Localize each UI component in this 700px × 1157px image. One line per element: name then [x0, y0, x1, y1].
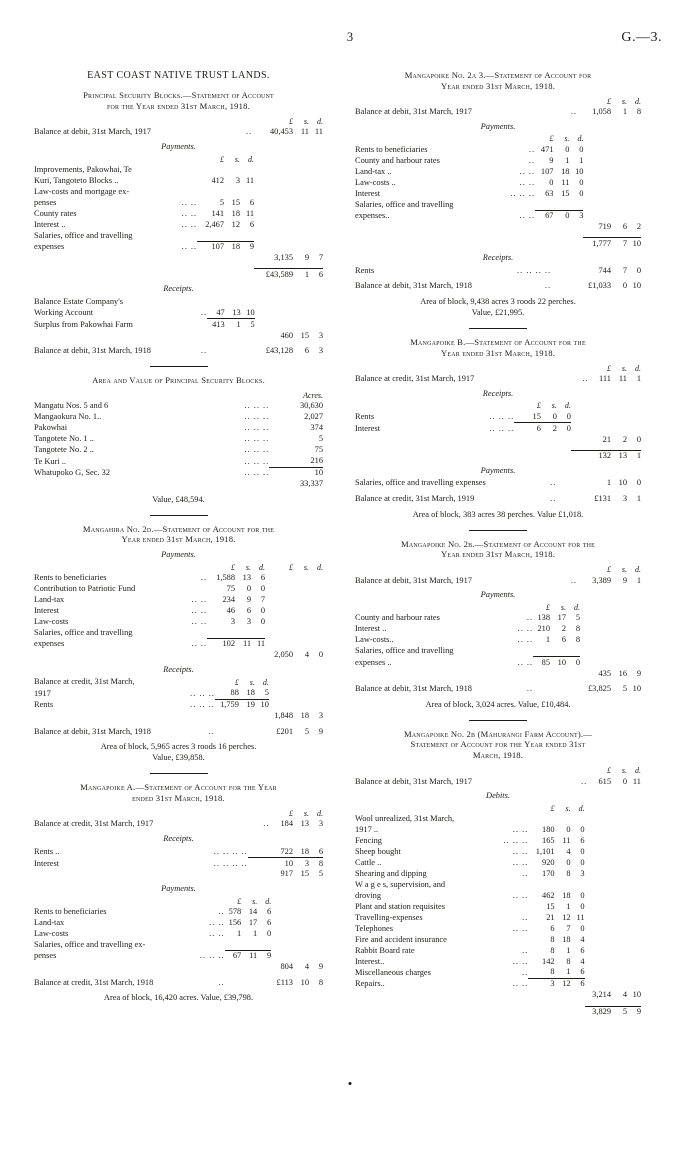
- receipts-label: Receipts.: [163, 833, 194, 843]
- table-row: Contribution to Patriotic Fund 75 0 0: [34, 583, 266, 593]
- receipts-total-row: 1,848 18 3: [274, 711, 323, 721]
- debits-table: [355, 804, 641, 1018]
- table-row: Land-tax .. .. .. 107 18 10: [355, 166, 584, 176]
- table-row: Shearing and dipping .. 170 8 3: [355, 869, 585, 879]
- table-row: Law-costs.. .. .. 1 6 8: [355, 635, 580, 645]
- table-row: Law-costs and mortgage ex-: [34, 186, 130, 196]
- table-row: Plant and station requisites 15 1 0: [355, 901, 585, 911]
- table-row: droving .. .. 462 18 0: [355, 890, 585, 900]
- table-row: Sheep bought .. .. 1,101 4 0: [355, 847, 585, 857]
- section-divider: [150, 515, 208, 516]
- table-row: Rents to beneficiaries .. 1,588 13 6: [34, 573, 266, 582]
- table-row: Working Account .. 47 13 10: [34, 307, 255, 318]
- folio-number: 3: [346, 30, 354, 44]
- account-section-principal-security-blocks: [34, 90, 323, 357]
- account-section-mangapoike-2b-mahurangi: [355, 729, 641, 1018]
- receipts-total-row: 21 2 0: [602, 434, 641, 444]
- table-row: Balance Estate Company's: [34, 296, 123, 306]
- table-row: Law-costs .. .. 1 1 0: [34, 928, 272, 938]
- table-row: Balance at debit, 31st March, 1917 .. 3,389 9 1: [355, 575, 641, 585]
- table-row: County and harbour rates .. 9 1 1: [355, 155, 584, 165]
- closing-balance-row: Balance at credit, 31st March, 1918 .. £113 10 8: [34, 977, 323, 987]
- table-row: Rents .. .. .. 15 0 0: [355, 411, 571, 422]
- debits-label: Debits.: [486, 791, 510, 801]
- table-row: Interest.. .. .. 142 8 4: [355, 956, 585, 966]
- table-row: expenses .. .. .. 85 10 0: [355, 657, 580, 667]
- table-row: Law-costs .. .. 3 3 0: [34, 616, 266, 626]
- table-row: expenses .. .. 102 11 11: [34, 639, 266, 649]
- table-row: Salaries, office and travelling expenses .. 1 10 0: [355, 478, 641, 488]
- account-section-mangapoike-2b: [355, 539, 641, 711]
- table-row: Rents .. .. .. .. .. 722 18 6: [34, 846, 323, 857]
- table-row: W a g e s, supervision, and: [355, 879, 446, 889]
- section-heading: Mangapoike B.—Statement of Account for the Year ended 31st March, 1918.: [410, 336, 586, 358]
- table-row: 1917 .. .. .. 88 18 5: [34, 688, 269, 698]
- currency-column-header: £ s. d.: [607, 565, 641, 575]
- area-note: Area of block, 5,965 acres 3 roods 16 perches. Value, £39,858.: [100, 742, 257, 763]
- table-row: Tangotete No. 1 .. .. .. .. 5: [34, 434, 323, 444]
- section-heading: Mangapoike A.—Statement of Account for the Year ended 31st March, 1918.: [80, 782, 277, 803]
- currency-column-header: £ s. d. £ s. d.: [231, 562, 323, 572]
- account-section-area-and-value: [34, 375, 323, 506]
- grand-total-row: 1,777 7 10: [355, 238, 641, 249]
- table-row: Travelling-expenses .. 21 12 11: [355, 912, 585, 922]
- page-header: [34, 30, 666, 56]
- table-row: Surplus from Pakowhai Farm 413 1 5: [34, 319, 255, 329]
- section-heading: Mangapoike No. 2a 3.—Statement of Account for Year ended 31st March, 1918.: [404, 70, 592, 91]
- payments-total-row: 719 6 2: [598, 221, 641, 231]
- table-row: Balance at credit, 31st March, £ s. d.: [34, 677, 269, 687]
- two-column-body: [34, 70, 666, 1018]
- area-note: Area of block, 3,024 acres. Value, £10,484.: [425, 699, 571, 709]
- table-row: Cattle .. .. .. 920 0 0: [355, 858, 585, 868]
- payments-table: [34, 896, 323, 988]
- table-row: County and harbour rates .. 138 17 5: [355, 613, 580, 623]
- document-code: G.—3.: [621, 30, 662, 45]
- page-centre-mark: [349, 1082, 352, 1085]
- table-row: Balance at debit, 31st March, 1917 .. 40,453 11 11: [34, 127, 323, 137]
- account-table: [355, 766, 641, 787]
- payments-total-row: 804 4 9: [280, 962, 323, 972]
- grand-total-row: 3,829 5 9: [355, 1006, 641, 1017]
- closing-balance-row: Balance at debit, 31st March, 1918 .. £3,825 5 10: [355, 684, 641, 694]
- table-row: Interest .. .. 46 6 0: [34, 605, 266, 615]
- table-row: Telephones .. .. 6 7 0: [355, 923, 585, 933]
- receipts-label: Receipts.: [482, 388, 514, 398]
- table-row: Balance at credit, 31st March, 1917 .. 184 13 3: [34, 819, 323, 829]
- table-row: Salaries, office and travelling ex-: [34, 939, 146, 949]
- payments-label: Payments.: [161, 884, 196, 894]
- currency-column-header: £ s. d.: [549, 134, 584, 144]
- section-heading: Area and Value of Principal Security Blocks.: [92, 374, 265, 385]
- account-section-mangapoike-b: [355, 337, 641, 521]
- payments-table: [355, 603, 641, 695]
- table-row: Te Kuri .. .. .. .. 216: [34, 456, 323, 466]
- closing-balance-row: Balance at debit, 31st March, 1918 .. £1,033 0 10: [355, 281, 641, 291]
- receipts-label: Receipts.: [482, 253, 514, 263]
- table-row: Fire and accident insurance 8 18 4: [355, 934, 585, 944]
- account-section-mangahira-2d: [34, 524, 323, 765]
- area-value-table: [34, 391, 323, 490]
- section-heading: Principal Security Blocks.—Statement of Account for the Year ended 31st March, 1918.: [83, 90, 274, 111]
- currency-column-header: £ s. d.: [607, 363, 641, 373]
- table-row: Interest .. .. .. 2,467 12 6: [34, 219, 255, 229]
- currency-column-header: £ s. d.: [607, 766, 641, 776]
- section-divider: [469, 530, 527, 531]
- value-note: Value, £48,594.: [152, 494, 205, 504]
- table-row: Law-costs .. .. .. 0 11 0: [355, 177, 584, 187]
- section-divider: [150, 773, 208, 774]
- section-heading: Mangapoike No. 2b (Mahurangi Farm Account).— Statement of Account for the Year ended 31st March, 1918.: [403, 728, 593, 761]
- currency-column-header: £ s. d.: [237, 896, 272, 906]
- receipts-table: [34, 677, 323, 737]
- area-note: Area of block, 9,438 acres 3 roods 22 perches. Value, £21,995.: [420, 296, 576, 317]
- account-table: [355, 363, 641, 384]
- acres-column-header: Acres.: [303, 390, 323, 400]
- section-divider: [469, 720, 527, 721]
- payments-table: [34, 562, 323, 660]
- table-row: Tangotete No. 2 .. .. .. .. 75: [34, 445, 323, 455]
- payments-table: [355, 478, 641, 505]
- payments-table: [34, 154, 323, 280]
- table-row: Wool unrealized, 31st March,: [355, 814, 455, 824]
- table-row: Mangaokura No. 1.. .. .. .. 2,027: [34, 412, 323, 422]
- table-row: Mangatu Nos. 5 and 6 .. .. .. 30,630: [34, 401, 323, 411]
- receipts-label: Receipts.: [163, 664, 194, 674]
- table-row: Rabbit Board rate .. 8 1 6: [355, 945, 585, 955]
- area-note: Area of block, 16,420 acres. Value, £39,798.: [103, 993, 254, 1003]
- page-title: EAST COAST NATIVE TRUST LANDS.: [87, 70, 270, 81]
- section-heading: Mangapoike No. 2b.—Statement of Account for the Year ended 31st March, 1918.: [400, 538, 596, 560]
- payments-total-row: 3,135 9 7: [274, 253, 323, 263]
- table-row: Whatupoko G, Sec. 32 .. .. .. 10: [34, 468, 323, 478]
- payments-table: [355, 134, 641, 249]
- table-row: Interest .. .. .. 6 2 0: [355, 423, 571, 433]
- table-row: Rents to beneficiaries .. 578 14 6: [34, 907, 272, 917]
- debits-total-row: 3,214 4 10: [592, 990, 641, 1000]
- account-section-mangapoike-2a3: [355, 70, 641, 319]
- grand-total-row: 132 13 1: [355, 450, 641, 461]
- table-row: Rents .. .. .. 1,759 19 10: [34, 700, 269, 710]
- table-row: Salaries, office and travelling: [355, 646, 454, 656]
- table-row: Interest .. .. .. .. 10 3 8: [34, 858, 323, 868]
- currency-column-header: £ s. d.: [607, 96, 641, 106]
- table-row: Rents to beneficiaries .. 471 0 0: [355, 144, 584, 154]
- table-row: Salaries, office and travelling: [34, 230, 133, 240]
- table-row: Repairs.. .. .. 3 12 6: [355, 979, 585, 989]
- payments-total-row: 2,050 4 0: [274, 650, 323, 660]
- table-row: Balance at debit, 31st March, 1917 .. 615 0 11: [355, 776, 641, 786]
- currency-column-header: £ s. d.: [289, 117, 323, 126]
- table-row: Interest .. .. .. 210 2 8: [355, 624, 580, 634]
- payments-label: Payments.: [480, 121, 516, 131]
- receipts-table: [34, 297, 323, 357]
- payments-label: Payments.: [161, 549, 196, 559]
- table-row: Miscellaneous charges .. 8 1 6: [355, 967, 585, 977]
- account-table: [355, 96, 641, 117]
- receipts-table: [355, 401, 641, 462]
- table-row: expenses.. .. .. 67 0 3: [355, 211, 584, 220]
- payments-label: Payments.: [480, 465, 516, 475]
- table-row: Salaries, office and travelling: [355, 199, 454, 209]
- closing-balance-row: Balance at debit, 31st March, 1918 .. £43,128 6 3: [34, 346, 323, 356]
- closing-balance-row: Balance at credit, 31st March, 1919 .. £131 3 1: [355, 494, 641, 503]
- account-table: [355, 565, 641, 586]
- table-row: Pakowhai .. .. .. 374: [34, 423, 323, 433]
- section-heading: Mangahira No. 2d.—Statement of Account for the Year ended 31st March, 1918.: [82, 523, 275, 545]
- receipts-table: [355, 265, 641, 292]
- table-row: penses .. .. .. 67 11 9: [34, 951, 272, 961]
- table-row: 1917 .. .. .. 180 0 0: [355, 825, 585, 835]
- table-row: Land-tax .. .. 234 9 7: [34, 594, 266, 604]
- table-row: County rates .. .. 141 18 11: [34, 208, 255, 218]
- receipts-label: Receipts.: [163, 284, 194, 294]
- table-row: Interest .. .. .. 63 15 0: [355, 188, 584, 198]
- area-total-row: 33,337: [299, 478, 323, 488]
- right-column: [338, 70, 641, 1018]
- currency-column-header: £ s. d.: [220, 154, 255, 164]
- table-row: Rents .. .. .. .. 744 7 0: [355, 265, 641, 275]
- payments-label: Payments.: [480, 590, 516, 600]
- account-section-mangapoike-a: [34, 782, 323, 1004]
- receipts-total-row: 460 15 3: [280, 330, 323, 340]
- table-row: Fencing .. .. .. 165 11 6: [355, 836, 585, 846]
- table-row: penses .. .. 5 15 6: [34, 197, 255, 207]
- table-row: Salaries, office and travelling: [34, 627, 133, 637]
- account-table: [34, 117, 323, 138]
- section-divider: [150, 366, 208, 367]
- section-divider: [469, 328, 527, 329]
- receipts-table: [34, 846, 323, 880]
- table-row: expenses .. .. 107 18 9: [34, 242, 255, 252]
- area-note: Area of block, 383 acres 38 perches. Value £1,018.: [412, 509, 584, 519]
- receipts-total-row: 917 15 5: [280, 869, 323, 879]
- currency-column-header: £ s. d.: [536, 401, 571, 411]
- currency-column-header: £ s. d.: [546, 602, 580, 612]
- table-row: Land-tax .. .. 156 17 6: [34, 918, 272, 927]
- table-row: Balance at credit, 31st March, 1917 .. 111 11 1: [355, 374, 641, 384]
- left-column: [34, 70, 337, 1018]
- payments-total-row: 435 16 9: [598, 668, 641, 678]
- currency-column-header: £ s. d.: [289, 808, 323, 818]
- account-table: [34, 809, 323, 830]
- payments-label: Payments.: [161, 142, 196, 152]
- grand-total-row: £43,589 1 6: [34, 269, 323, 280]
- table-row: Balance at debit, 31st March, 1917 .. 1,058 1 8: [355, 107, 641, 117]
- closing-balance-row: Balance at debit, 31st March, 1918 .. £201 5 9: [34, 726, 323, 736]
- table-row: Improvements, Pakowhai, Te: [34, 165, 132, 175]
- table-row: Kuri, Tangoteto Blocks .. 412 3 11: [34, 176, 255, 185]
- currency-column-header: £ s. d.: [550, 803, 585, 813]
